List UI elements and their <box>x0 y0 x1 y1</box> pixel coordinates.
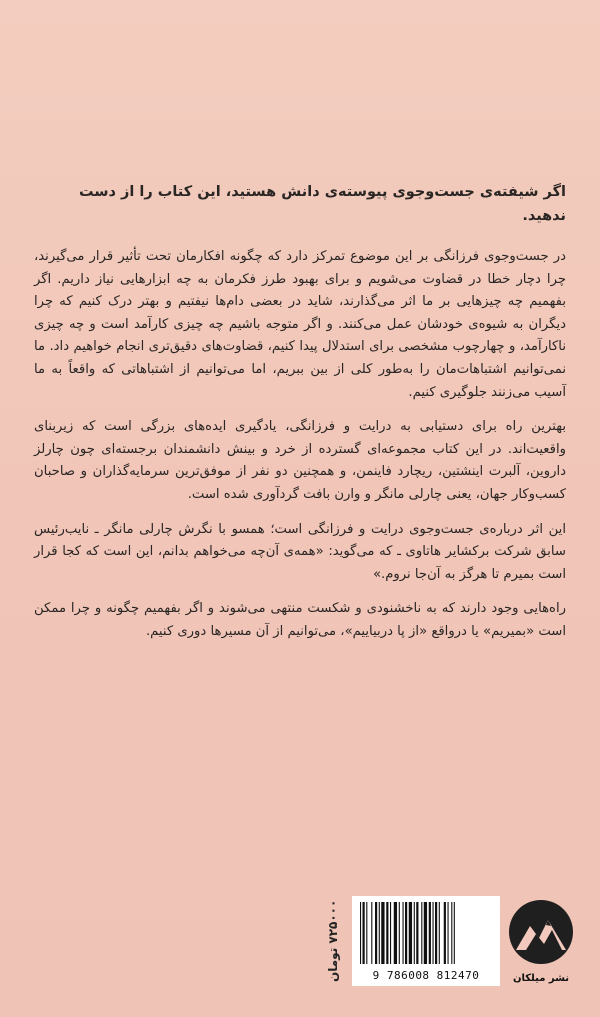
barcode-bar <box>366 902 367 964</box>
paragraph-4: راه‌هایی وجود دارند که به ناخشنودی و شکست منتهی می‌شوند و اگر بفهمیم چگونه و چرا ممکن است «بمیریم» یا درواقع «از پا دربیاییم»، می‌توانیم از آن مسیرها دوری کنیم. <box>34 601 566 639</box>
barcode-bar <box>363 902 365 964</box>
barcode-bar <box>429 902 431 964</box>
barcode-bar <box>414 902 415 964</box>
barcode-icon <box>358 902 494 964</box>
paragraph-3: این اثر درباره‌ی جست‌وجوی درایت و فرزانگی است؛ همسو با نگرش چارلی مانگر ـ نایب‌رئیس سابق شرکت برکشایر هاتاوی ـ که می‌گوید: «همه‌ی آن‌چه می‌خواهم بدانم، این است که کجا قرار است بمیرم تا هرگز به آن‌جا نروم.» <box>34 521 566 582</box>
barcode-bar <box>371 902 372 964</box>
barcode-bar <box>403 902 404 964</box>
barcode-bar <box>375 902 377 964</box>
barcode-bar <box>399 902 400 964</box>
paragraph-2: بهترین راه برای دستیابی به درایت و فرزانگی، یادگیری ایده‌های بزرگی است که زیربنای واقعیت‌اند. در این کتاب مجموعه‌ای گسترده از خرد و بینش دانشمندان برجسته‌ای چون چارلز داروین، آلبرت اینشتین، ریچارد فاینمن، و همچنین دو نفر از موفق‌ترین سرمایه‌گذاران و صاحبان کسب‌وکار جهان، یعنی چارلی مانگر و وارن بافت گردآوری شده است. <box>34 419 566 502</box>
barcode-bar <box>451 902 452 964</box>
barcode-bar <box>424 902 427 964</box>
headline: اگر شیفته‌ی جست‌وجوی پیوسته‌ی دانش هستید، این کتاب را از دست ندهید. <box>78 184 566 224</box>
publisher-logo <box>506 898 576 984</box>
barcode-bar <box>379 902 380 964</box>
barcode-bar <box>435 902 437 964</box>
barcode-area <box>326 896 576 988</box>
barcode-bar <box>381 902 384 964</box>
barcode-bar <box>448 902 449 964</box>
barcode-bar <box>433 902 434 964</box>
barcode-bar <box>409 902 412 964</box>
barcode-bar <box>386 902 388 964</box>
barcode-bar <box>390 902 391 964</box>
paragraph-1: در جست‌وجوی فرزانگی بر این موضوع تمرکز دارد که چگونه افکارمان تحت تأثیر قرار می‌گیرند، چرا دچار خطا در قضاوت می‌شویم و برای بهبود طرز فکرمان به چه ابزارهایی نیاز داریم. اگر بفهمیم چه چیزهایی بر ما اثر می‌گذارند، شاید در بعضی دام‌ها نیفتیم و بهتر درک کنیم که چرا دیگران به شیوه‌ی خودشان عمل می‌کنند. و اگر متوجه باشیم چه چیزی کارآمد است و چه چیزی ناکارآمد، و چهارچوب مشخصی برای استدلال پیدا کنیم، قضاوت‌های دقیق‌تری انجام خواهیم داد. ما نمی‌توانیم اشتباهات‌مان را به‌طور کلی از بین ببریم، اما می‌توانیم از اشتباهاتی که واقعاً به ما آسیب می‌زنند جلوگیری کنیم. <box>34 249 566 400</box>
barcode-bar <box>416 902 418 964</box>
blurb-text <box>34 180 566 656</box>
price-label: ۷۲۵۰۰۰ تومان <box>326 899 340 983</box>
barcode-bar <box>439 902 440 964</box>
barcode-bar <box>405 902 407 964</box>
mountains-logo-icon <box>506 898 576 966</box>
isbn-barcode <box>352 896 500 986</box>
barcode-bar <box>360 902 361 964</box>
isbn-number: 9 786008 812470 <box>372 969 480 982</box>
publisher-name: نشر میلکان <box>512 973 570 984</box>
barcode-bar <box>454 902 455 964</box>
barcode-bar <box>421 902 422 964</box>
barcode-bar <box>444 902 446 964</box>
barcode-bar <box>394 902 397 964</box>
